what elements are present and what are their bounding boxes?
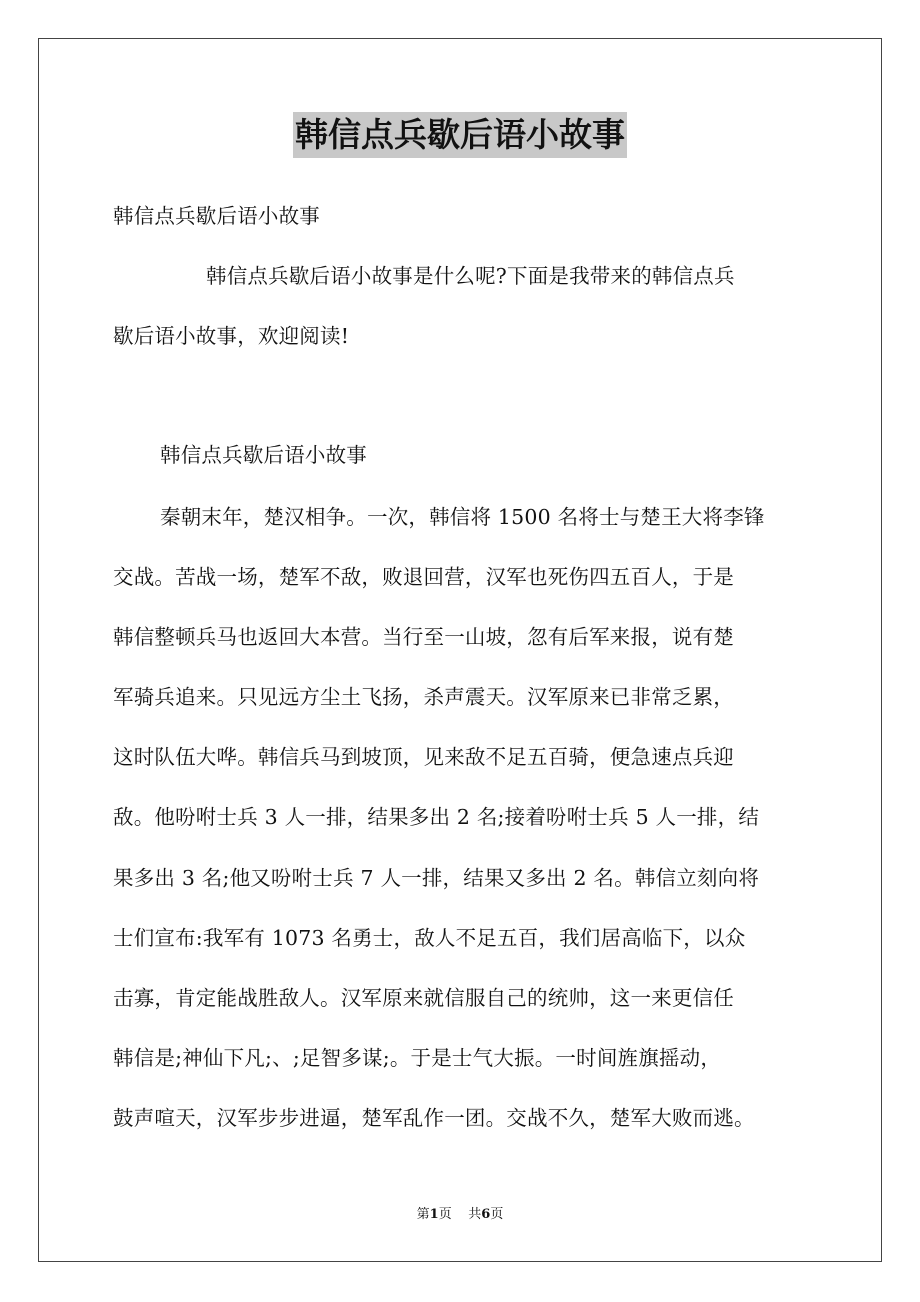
body-line: 敌。他吩咐士兵 3 人一排，结果多出 2 名;接着吩咐士兵 5 人一排，结 xyxy=(113,805,760,829)
body-line: 果多出 3 名;他又吩咐士兵 7 人一排，结果又多出 2 名。韩信立刻向将 xyxy=(113,866,760,890)
page-footer xyxy=(0,1206,920,1224)
title-wrap xyxy=(0,112,920,158)
document-subtitle: 韩信点兵歇后语小故事 xyxy=(113,204,320,228)
section-heading: 韩信点兵歇后语小故事 xyxy=(160,443,367,467)
body-line: 击寡，肯定能战胜敌人。汉军原来就信服自己的统帅，这一来更信任 xyxy=(113,986,734,1010)
body-line: 韩信整顿兵马也返回大本营。当行至一山坡，忽有后军来报，说有楚 xyxy=(113,625,734,649)
intro-line-1: 韩信点兵歇后语小故事是什么呢?下面是我带来的韩信点兵 xyxy=(206,264,735,288)
body-line: 鼓声喧天，汉军步步进逼，楚军乱作一团。交战不久，楚军大败而逃。 xyxy=(113,1106,755,1130)
body-line: 交战。苦战一场，楚军不敌，败退回营，汉军也死伤四五百人，于是 xyxy=(113,565,734,589)
total-suffix: 页 xyxy=(490,1207,504,1222)
body-line: 秦朝末年，楚汉相争。一次，韩信将 1500 名将士与楚王大将李锋 xyxy=(160,505,765,529)
body-line: 韩信是;神仙下凡;、;足智多谋;。于是士气大振。一时间旌旗摇动， xyxy=(113,1046,722,1070)
intro-line-2: 歇后语小故事，欢迎阅读! xyxy=(113,324,350,348)
body-line: 士们宣布:我军有 1073 名勇士，敌人不足五百，我们居高临下，以众 xyxy=(113,926,746,950)
total-prefix: 共 xyxy=(468,1207,482,1222)
page-prefix: 第 xyxy=(416,1207,430,1222)
page-suffix: 页 xyxy=(438,1207,452,1222)
total-pages: 6 xyxy=(481,1207,491,1222)
document-title: 韩信点兵歇后语小故事 xyxy=(293,112,627,158)
body-line: 军骑兵追来。只见远方尘土飞扬，杀声震天。汉军原来已非常乏累， xyxy=(113,685,734,709)
page-number: 1 xyxy=(429,1207,439,1222)
body-line: 这时队伍大哗。韩信兵马到坡顶，见来敌不足五百骑，便急速点兵迎 xyxy=(113,745,734,769)
